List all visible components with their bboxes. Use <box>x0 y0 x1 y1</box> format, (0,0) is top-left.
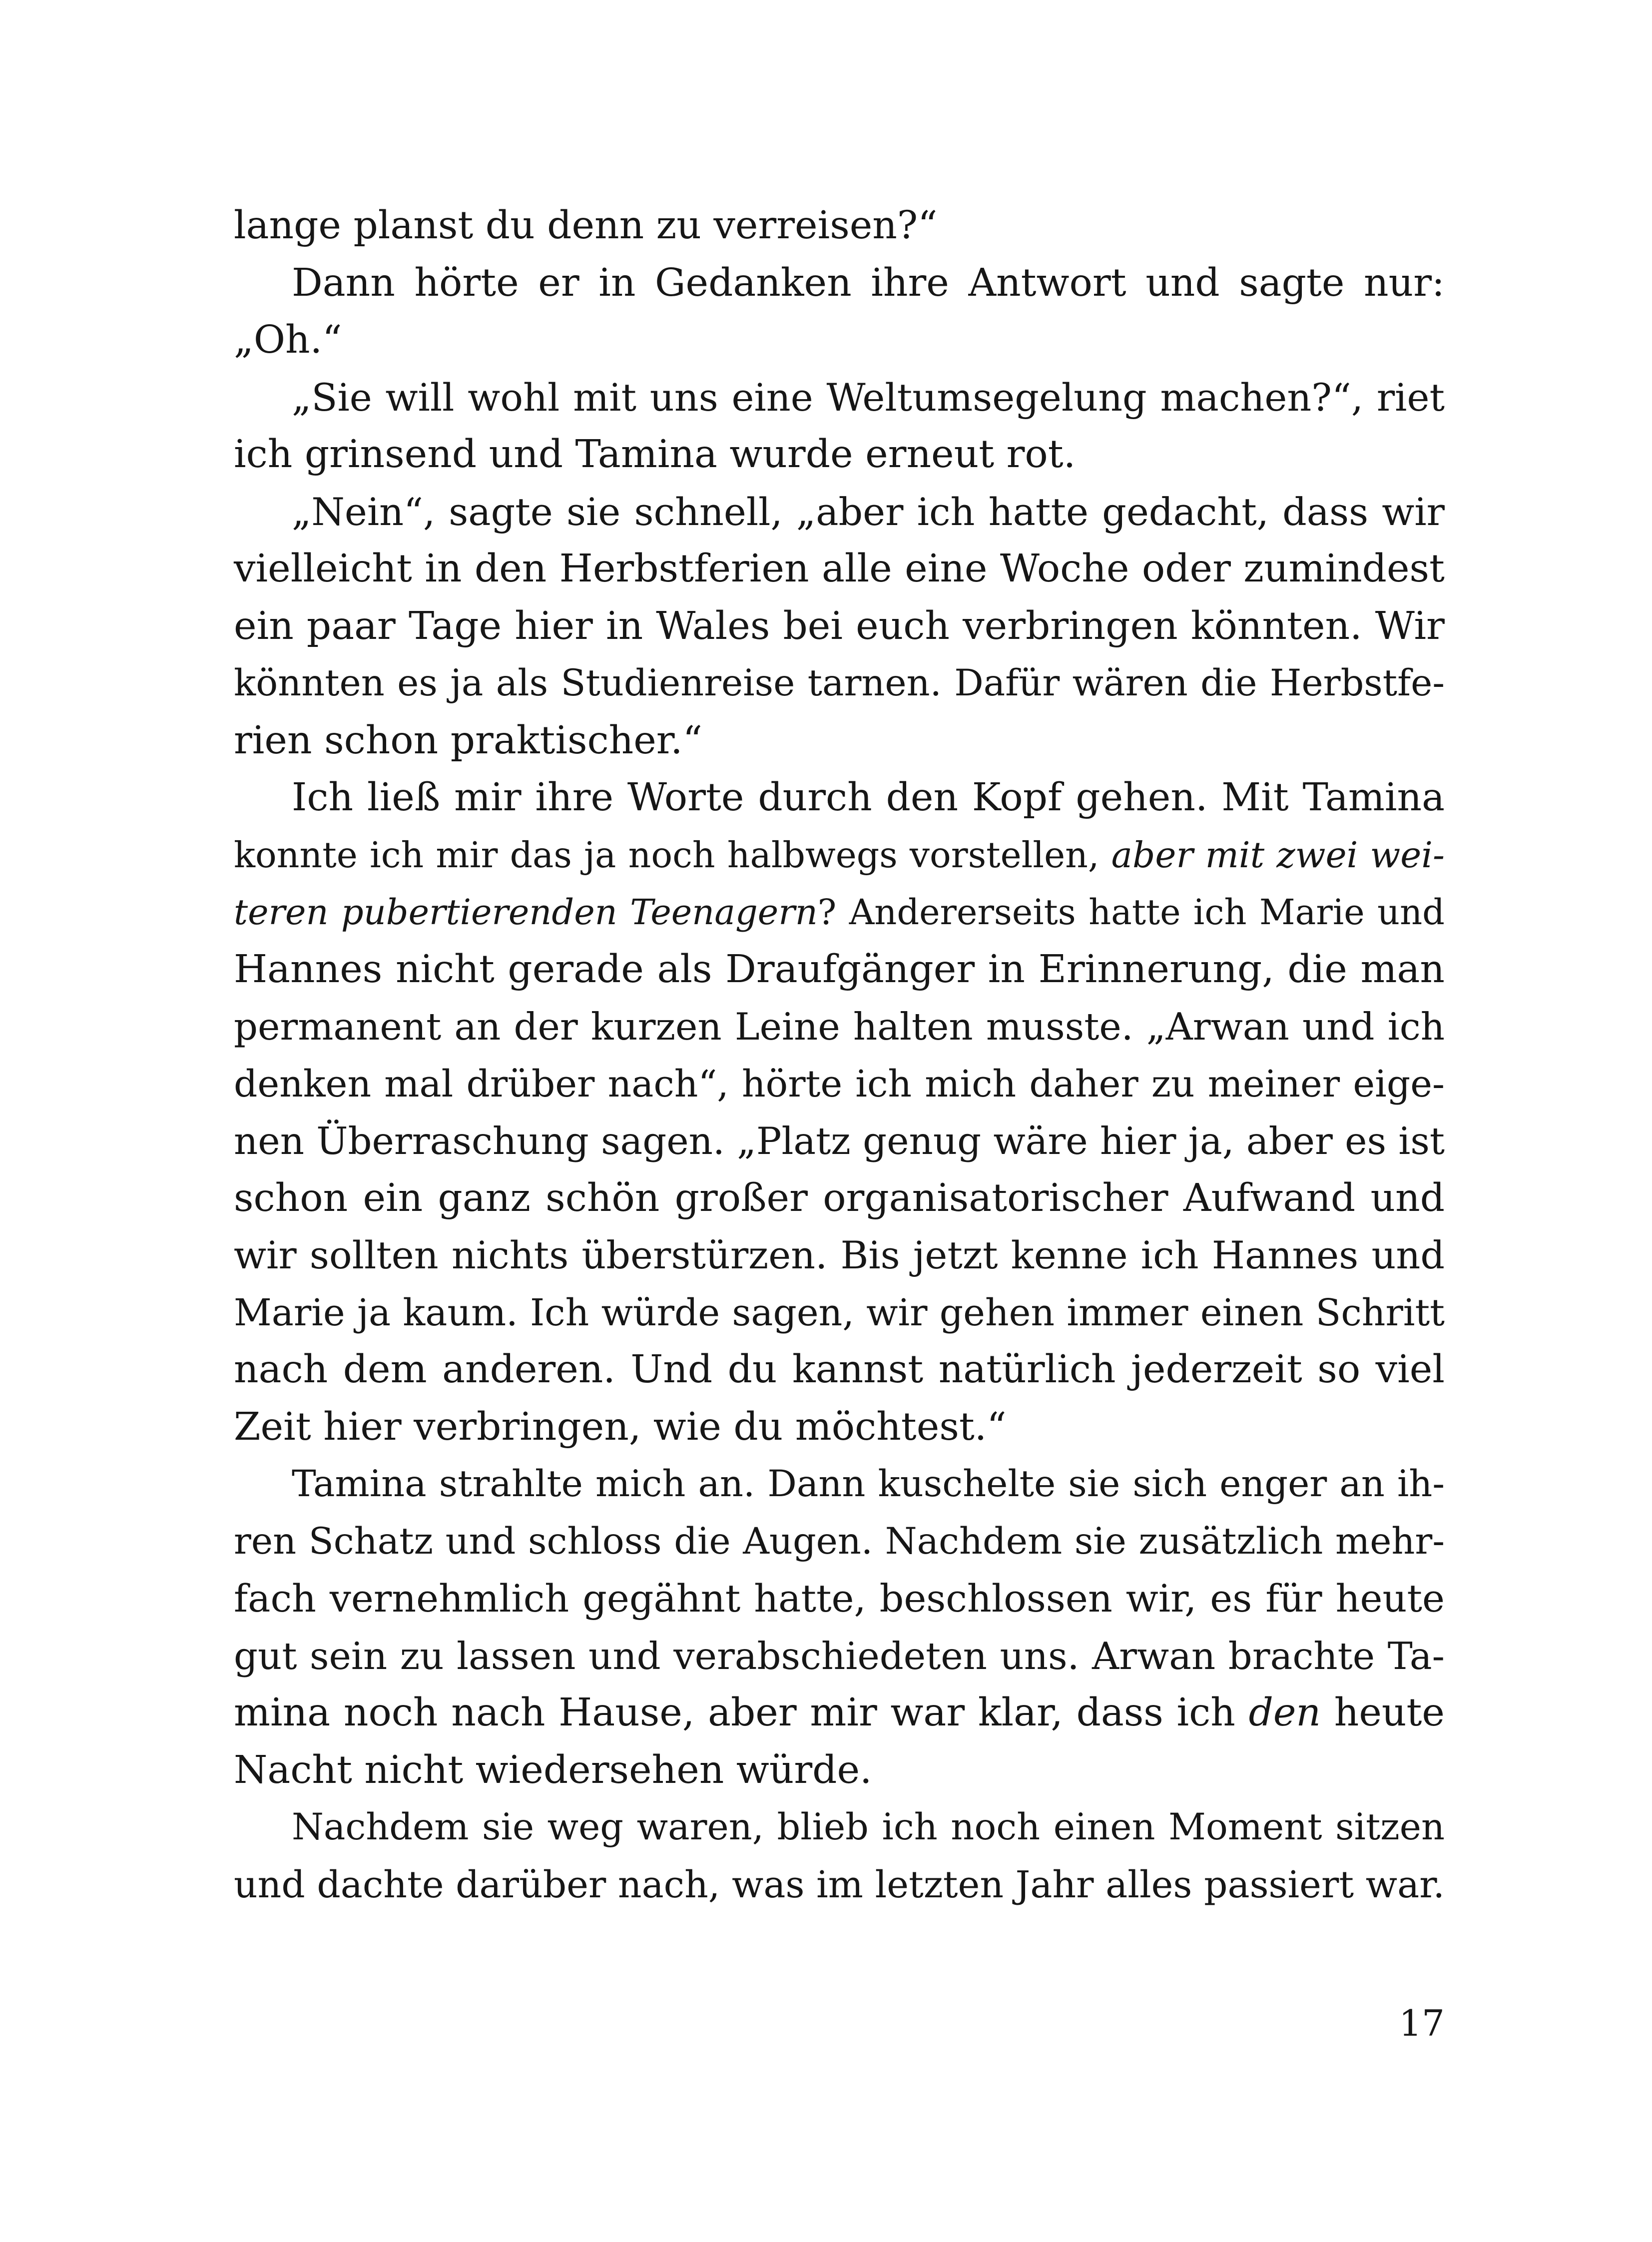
line-text: ein paar Tage hier in Wales bei euch verbringen könnten. Wir <box>234 603 1445 648</box>
line-text: nach dem anderen. Und du kannst natürlich jederzeit so viel <box>234 1347 1445 1392</box>
line-text: wir sollten nichts überstürzen. Bis jetzt kenne ich Hannes und <box>234 1233 1445 1277</box>
text-line <box>234 1113 1445 1170</box>
text-line <box>234 827 1445 884</box>
text-line <box>234 712 1445 770</box>
text-line <box>234 312 1445 369</box>
line-text: nen Überraschung sagen. „Platz genug wäre hier ja, aber es ist <box>234 1119 1445 1163</box>
body-text <box>234 197 1445 1913</box>
line-text: Nachdem sie weg waren, blieb ich noch einen Moment sitzen <box>292 1806 1445 1848</box>
line-text: rien schon praktischer.“ <box>234 718 702 763</box>
text-line <box>234 1456 1445 1513</box>
text-line <box>234 369 1445 427</box>
line-text: Dann hörte er in Gedanken ihre Antwort und sagte nur: <box>292 260 1445 305</box>
text-line <box>234 255 1445 312</box>
text-line <box>234 1684 1445 1742</box>
text-line <box>234 1742 1445 1799</box>
line-text: Zeit hier verbringen, wie du möchtest.“ <box>234 1404 1007 1449</box>
line-text: konnte ich mir das ja noch halbwegs vorstellen, <box>234 834 1111 876</box>
line-text: fach vernehmlich gegähnt hatte, beschlossen wir, es für heute <box>234 1576 1445 1621</box>
italic-text: den <box>1248 1690 1321 1735</box>
text-line <box>234 1056 1445 1113</box>
line-text: lange planst du denn zu verreisen?“ <box>234 203 938 248</box>
line-text: denken mal drüber nach“, hörte ich mich daher zu meiner eige- <box>234 1062 1445 1106</box>
text-line <box>234 1799 1445 1856</box>
line-text: ? Andererseits hatte ich Marie und <box>817 892 1445 933</box>
line-text: gut sein zu lassen und verabschiedeten uns. Arwan brachte Ta- <box>234 1634 1445 1678</box>
text-line <box>234 1227 1445 1284</box>
line-text: Marie ja kaum. Ich würde sagen, wir gehen immer einen Schritt <box>234 1291 1445 1334</box>
text-line <box>234 541 1445 598</box>
text-line <box>234 1170 1445 1227</box>
text-line <box>234 197 1445 255</box>
text-line <box>234 884 1445 941</box>
text-line <box>234 426 1445 484</box>
text-line <box>234 1399 1445 1456</box>
line-text: heute <box>1321 1690 1445 1735</box>
line-text: ren Schatz und schloss die Augen. Nachdem sie zusätzlich mehr- <box>234 1520 1445 1563</box>
line-text: Ich ließ mir ihre Worte durch den Kopf gehen. Mit Tamina <box>292 775 1445 820</box>
line-text: ich grinsend und Tamina wurde erneut rot. <box>234 432 1076 477</box>
line-text: „Oh.“ <box>234 318 342 362</box>
text-line <box>234 1856 1445 1914</box>
line-text: könnten es ja als Studienreise tarnen. Dafür wären die Herbstfe- <box>234 662 1445 704</box>
line-text: vielleicht in den Herbstferien alle eine Woche oder zumindest <box>234 547 1445 591</box>
line-text: Tamina strahlte mich an. Dann kuschelte sie sich enger an ih- <box>292 1463 1445 1505</box>
text-line <box>234 769 1445 827</box>
line-text: Nacht nicht wiedersehen würde. <box>234 1747 872 1792</box>
line-text: „Sie will wohl mit uns eine Weltumsegelung machen?“, riet <box>292 375 1445 420</box>
page-number: 17 <box>1399 2002 1445 2044</box>
line-text: schon ein ganz schön großer organisatorischer Aufwand und <box>234 1175 1445 1220</box>
line-text: Hannes nicht gerade als Draufgänger in Erinnerung, die man <box>234 947 1445 992</box>
text-line <box>234 998 1445 1056</box>
text-line <box>234 1570 1445 1628</box>
text-line <box>234 1628 1445 1685</box>
text-line <box>234 1513 1445 1571</box>
italic-text: teren pubertierenden Teenagern <box>234 892 818 933</box>
line-text: „Nein“, sagte sie schnell, „aber ich hatte gedacht, dass wir <box>292 489 1445 534</box>
text-line <box>234 941 1445 999</box>
line-text: mina noch nach Hause, aber mir war klar, dass ich <box>234 1690 1249 1735</box>
line-text: und dachte darüber nach, was im letzten Jahr alles passiert war. <box>234 1863 1445 1906</box>
italic-text: aber mit zwei wei- <box>1111 834 1445 876</box>
text-line <box>234 484 1445 541</box>
text-line <box>234 1341 1445 1399</box>
text-line <box>234 655 1445 712</box>
text-line <box>234 1284 1445 1342</box>
text-line <box>234 598 1445 655</box>
line-text: permanent an der kurzen Leine halten musste. „Arwan und ich <box>234 1005 1445 1049</box>
